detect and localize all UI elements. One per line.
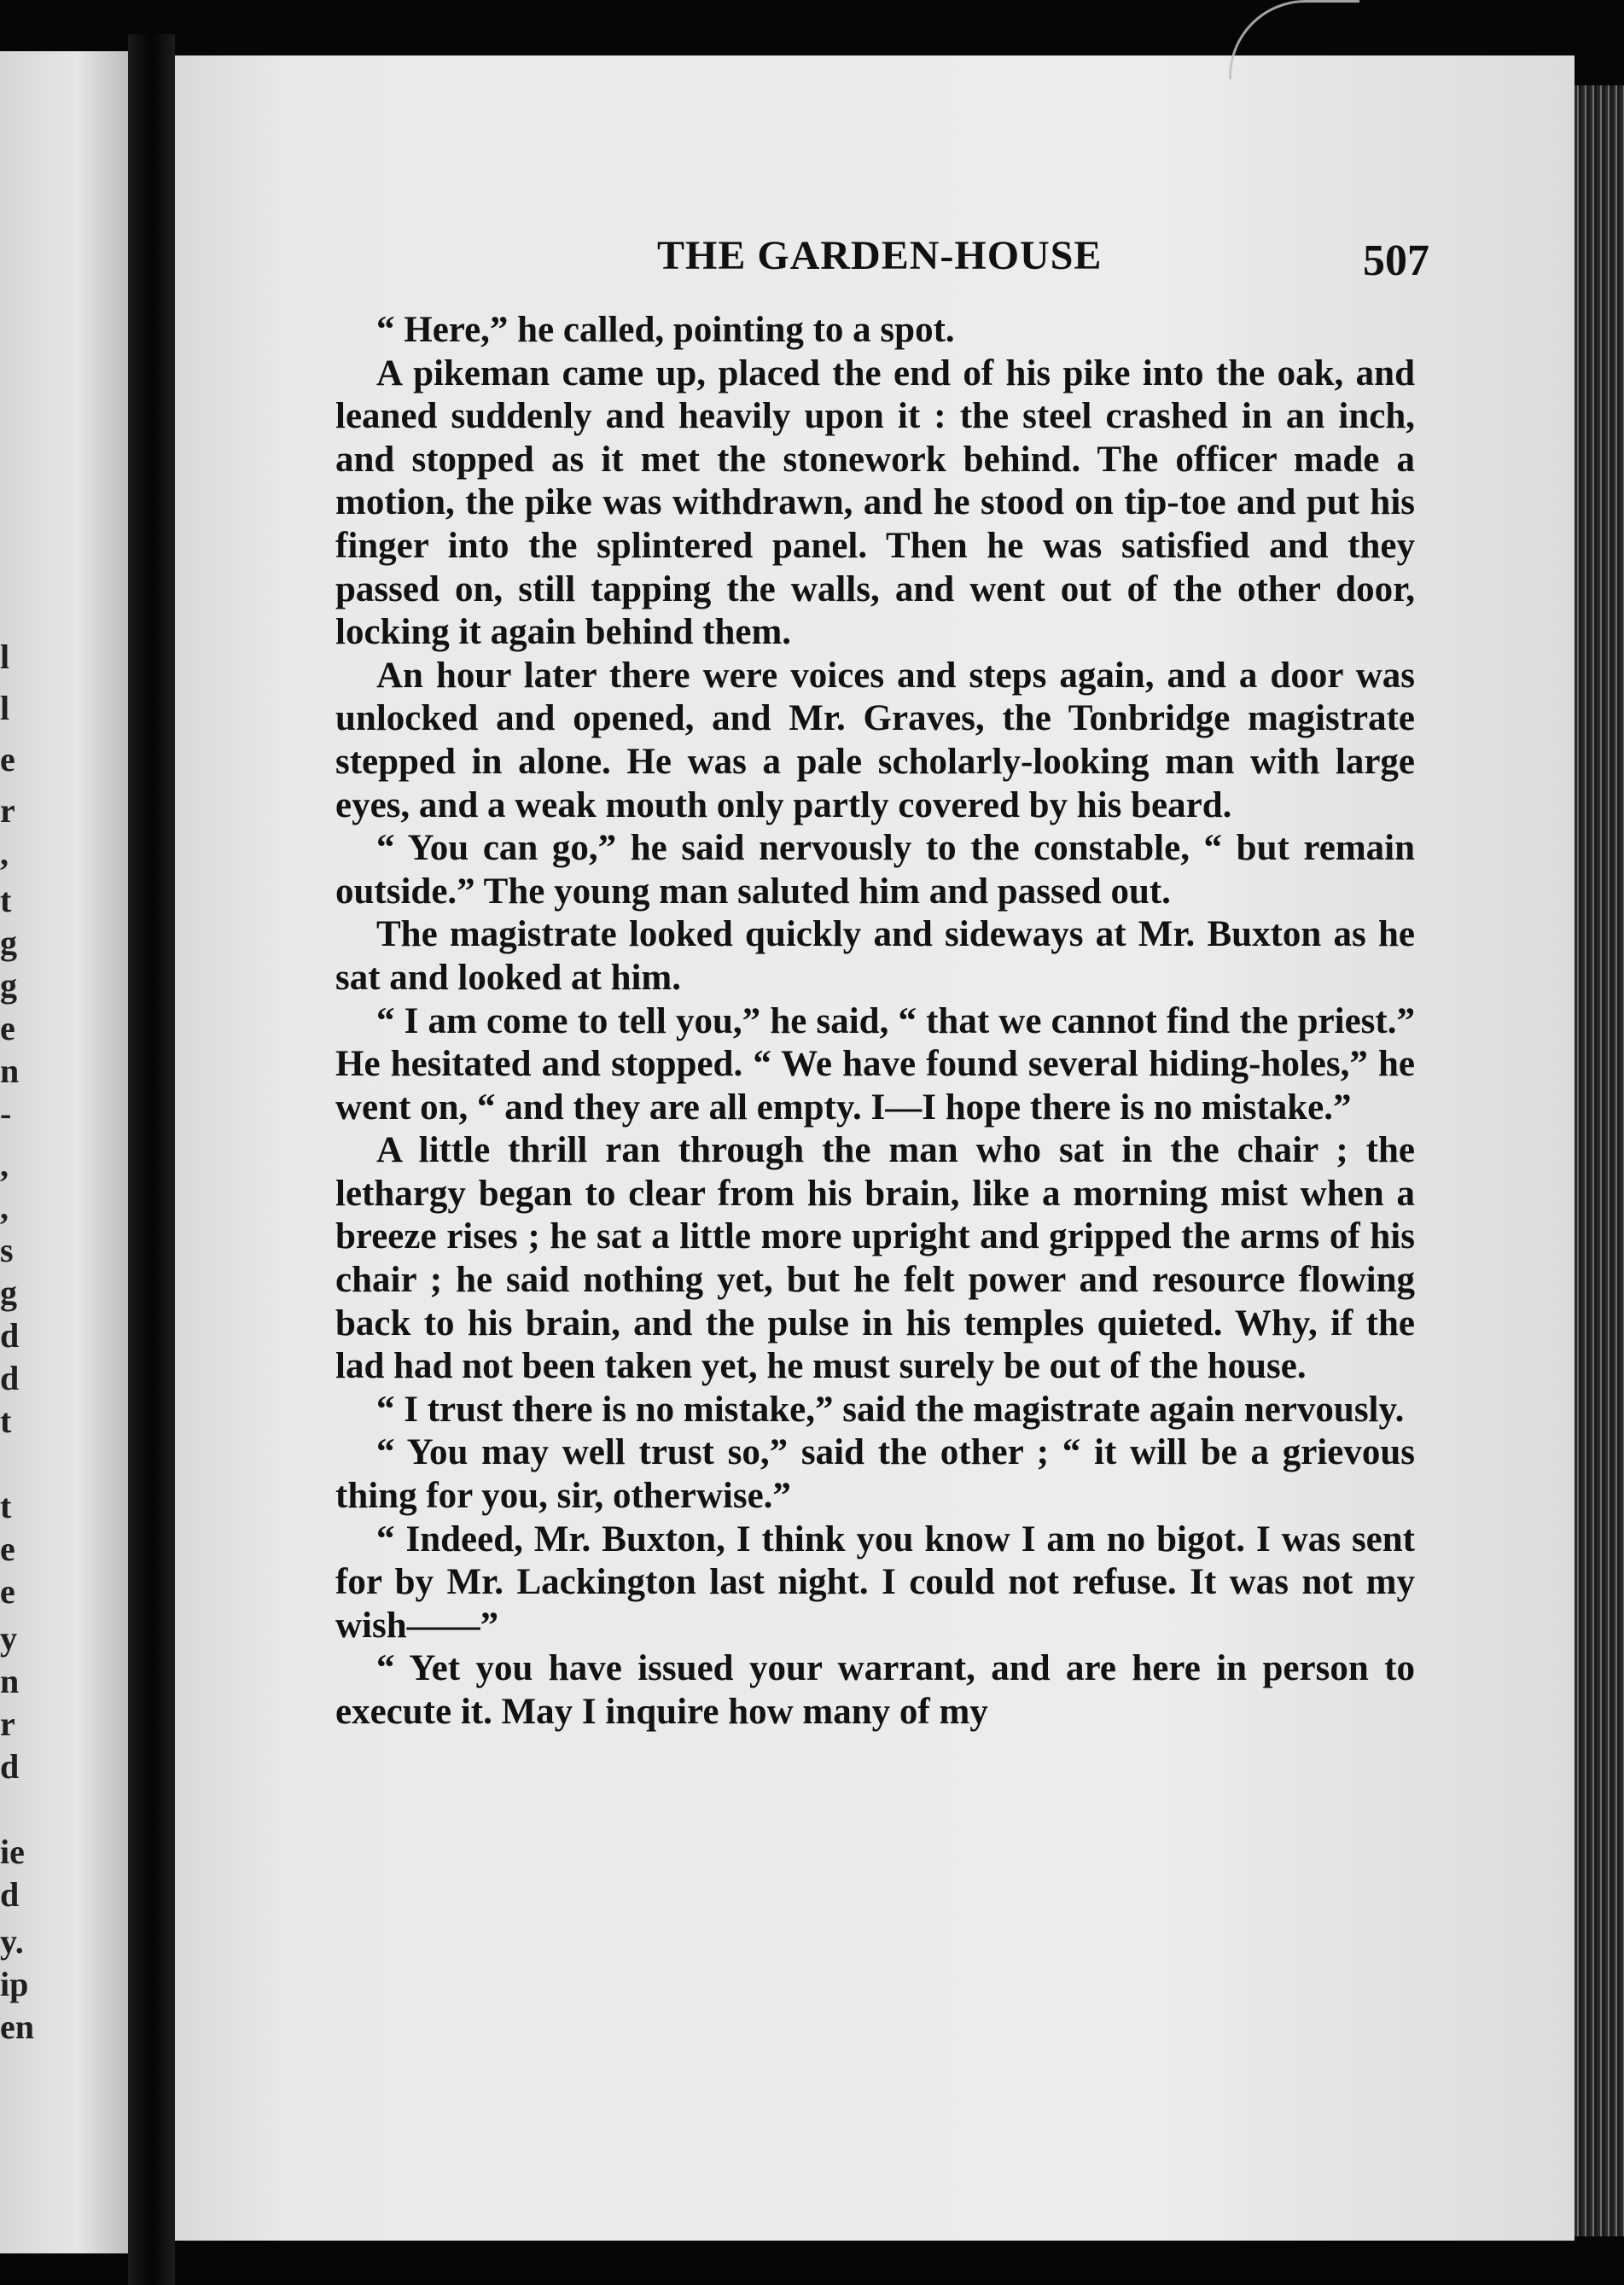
left-fragment: s [0, 1231, 14, 1269]
left-fragment: d [0, 1875, 20, 1914]
left-fragment: g [0, 924, 17, 962]
left-fragment: l [0, 638, 10, 676]
left-fragment: t [0, 1487, 12, 1525]
paragraph: “ You may well trust so,” said the other ; “ it will be a grievous thing for you, sir, otherwise.” [335, 1432, 1415, 1517]
left-fragment: y [0, 1619, 17, 1658]
left-fragment: ip [0, 1965, 29, 2003]
paragraph: An hour later there were voices and steps again, and a door was unlocked and opened, and Mr. Graves, the Tonbridge magistrate stepped in alone. He was a pale scholarly-looking man with large eyes, and a weak mouth only partly covered by his beard. [335, 655, 1415, 825]
left-page-text-fragments [0, 51, 128, 2253]
left-page-edge [0, 51, 128, 2253]
left-fragment: t [0, 1402, 12, 1440]
left-fragment: t [0, 881, 12, 919]
paragraph: “ I am come to tell you,” he said, “ that we cannot find the priest.” He hesitated and stopped. “ We have found several hiding-holes,” he went on, “ and they are all empty. I—I hope there is no mistake.” [335, 1000, 1415, 1128]
left-fragment: ie [0, 1833, 25, 1871]
left-fragment: e [0, 1572, 15, 1611]
left-fragment: , [0, 1145, 9, 1184]
left-fragment: , [0, 1188, 9, 1227]
page-body-text [335, 309, 1415, 1734]
left-fragment: e [0, 1009, 15, 1047]
left-fragment: d [0, 1359, 20, 1397]
page-block-edge [1575, 85, 1624, 2236]
book-gutter [128, 34, 175, 2285]
left-fragment: g [0, 966, 17, 1005]
paragraph: “ Yet you have issued your warrant, and are here in person to execute it. May I inquire how many of my [335, 1648, 1415, 1732]
left-fragment: d [0, 1747, 20, 1786]
paragraph: “ Here,” he called, pointing to a spot. [376, 310, 955, 350]
left-fragment: n [0, 1662, 20, 1700]
left-fragment: , [0, 834, 9, 872]
left-fragment: y. [0, 1922, 24, 1961]
page-number: 507 [1363, 236, 1429, 285]
left-fragment: n [0, 1052, 20, 1090]
left-fragment: g [0, 1274, 17, 1312]
paragraph: A little thrill ran through the man who sat in the chair ; the lethargy began to clear from his brain, like a morning mist when a breeze rises ; he sat a little more upright and gripped the arms of his chair ; he said nothing yet, but he felt power and resource flowing back to his brain, and the pulse in his temples quieted. Why, if the lad had not been taken yet, he must surely be out of the house. [335, 1130, 1415, 1387]
left-fragment: d [0, 1316, 20, 1355]
scan-corner-mark [1229, 0, 1359, 79]
left-fragment: r [0, 791, 15, 830]
paragraph: “ You can go,” he said nervously to the constable, “ but remain outside.” The young man saluted him and passed out. [335, 828, 1415, 912]
left-fragment: e [0, 740, 15, 778]
running-title: THE GARDEN-HOUSE [657, 233, 1103, 278]
left-fragment: - [0, 1094, 12, 1133]
left-fragment: l [0, 689, 10, 727]
left-fragment: r [0, 1705, 15, 1743]
paragraph: The magistrate looked quickly and sideways at Mr. Buxton as he sat and looked at him. [335, 914, 1415, 998]
paragraph: “ I trust there is no mistake,” said the magistrate again nervously. [376, 1389, 1405, 1430]
paragraph: A pikeman came up, placed the end of his pike into the oak, and leaned suddenly and heavily upon it : the steel crashed in an inch, and stopped as it met the stonework behind. The officer made a motion, the pike was withdrawn, and he stood on tip-toe and put his finger into the splintered panel. Then he was satisfied and they passed on, still tapping the walls, and went out of the other door, locking it again behind them. [335, 353, 1415, 653]
paragraph: “ Indeed, Mr. Buxton, I think you know I am no bigot. I was sent for by Mr. Lackington last night. I could not refuse. It was not my wish——” [335, 1518, 1415, 1646]
left-fragment: e [0, 1530, 15, 1568]
left-fragment: en [0, 2008, 34, 2046]
